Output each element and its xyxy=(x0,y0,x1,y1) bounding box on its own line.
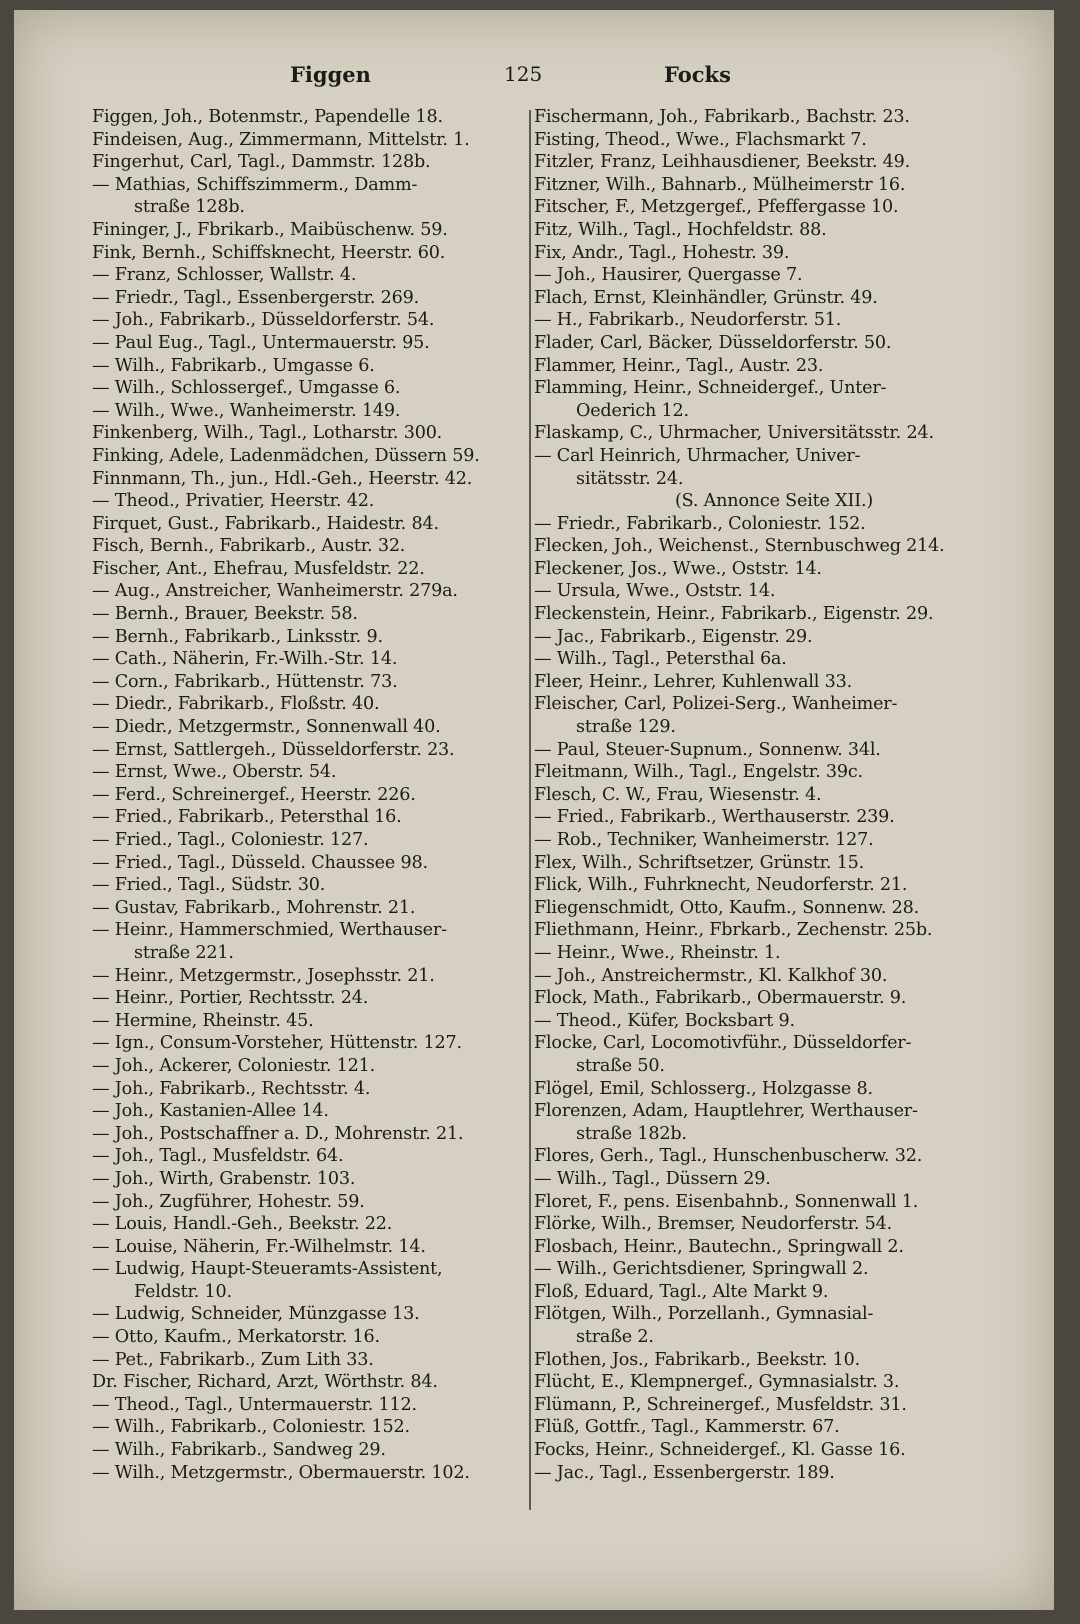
directory-entry: — Corn., Fabrikarb., Hüttenstr. 73. xyxy=(92,671,398,692)
directory-entry: — Paul, Steuer-Supnum., Sonnenw. 34l. xyxy=(534,739,881,760)
directory-entry: Fingerhut, Carl, Tagl., Dammstr. 128b. xyxy=(92,152,431,173)
directory-entry: — Wilh., Wwe., Wanheimerstr. 149. xyxy=(92,400,401,421)
directory-entry: Fleer, Heinr., Lehrer, Kuhlenwall 33. xyxy=(534,671,852,692)
directory-entry: — Joh., Anstreichermstr., Kl. Kalkhof 30. xyxy=(534,965,888,986)
directory-entry: Fitz, Wilh., Tagl., Hochfeldstr. 88. xyxy=(534,219,827,240)
directory-entry: — Pet., Fabrikarb., Zum Lith 33. xyxy=(92,1349,374,1370)
entry-continuation: straße 50. xyxy=(576,1055,665,1076)
directory-entry: — Joh., Postschaffner a. D., Mohrenstr. 21. xyxy=(92,1123,464,1144)
directory-entry: Dr. Fischer, Richard, Arzt, Wörthstr. 84. xyxy=(92,1372,438,1393)
directory-entry: Fitzner, Wilh., Bahnarb., Mülheimerstr 16. xyxy=(534,174,906,195)
directory-entry: — Bernh., Fabrikarb., Linksstr. 9. xyxy=(92,626,383,647)
directory-entry: Fitscher, F., Metzgergef., Pfeffergasse 10. xyxy=(534,197,899,218)
directory-entry: Fischermann, Joh., Fabrikarb., Bachstr. 23. xyxy=(534,107,910,127)
directory-entry: Fleitmann, Wilh., Tagl., Engelstr. 39c. xyxy=(534,762,863,783)
directory-entry: — H., Fabrikarb., Neudorferstr. 51. xyxy=(534,310,842,331)
directory-entry: — Wilh., Fabrikarb., Umgasse 6. xyxy=(92,355,375,376)
directory-entry: Flocke, Carl, Locomotivführ., Düsseldorfer- xyxy=(534,1033,912,1054)
directory-entry: — Diedr., Metzgermstr., Sonnenwall 40. xyxy=(92,717,441,738)
directory-entry: Fleckenstein, Heinr., Fabrikarb., Eigenstr. 29. xyxy=(534,604,934,625)
directory-entry: — Louise, Näherin, Fr.-Wilhelmstr. 14. xyxy=(92,1236,426,1257)
directory-entry: — Wilh., Fabrikarb., Sandweg 29. xyxy=(92,1440,386,1461)
left-column xyxy=(92,106,524,1484)
directory-entry: — Ludwig, Schneider, Münzgasse 13. xyxy=(92,1304,420,1325)
directory-entry: — Theod., Tagl., Untermauerstr. 112. xyxy=(92,1394,417,1415)
directory-entry: Focks, Heinr., Schneidergef., Kl. Gasse 16. xyxy=(534,1440,906,1461)
page-header xyxy=(14,62,1054,98)
directory-entry: Figgen, Joh., Botenmstr., Papendelle 18. xyxy=(92,107,443,127)
directory-entry: — Otto, Kaufm., Merkatorstr. 16. xyxy=(92,1327,380,1348)
directory-entry: — Heinr., Metzgermstr., Josephsstr. 21. xyxy=(92,965,435,986)
entry-continuation: Feldstr. 10. xyxy=(134,1281,232,1302)
directory-entry: — Joh., Fabrikarb., Rechtsstr. 4. xyxy=(92,1078,371,1099)
entry-continuation: sitätsstr. 24. xyxy=(576,468,684,489)
directory-entry: Flücht, E., Klempnergef., Gymnasialstr. 3. xyxy=(534,1372,900,1393)
directory-entry: Fliegenschmidt, Otto, Kaufm., Sonnenw. 28. xyxy=(534,897,919,918)
directory-entry: — Aug., Anstreicher, Wanheimerstr. 279a. xyxy=(92,581,458,602)
directory-entry: — Wilh., Gerichtsdiener, Springwall 2. xyxy=(534,1259,869,1280)
directory-entry: — Joh., Zugführer, Hohestr. 59. xyxy=(92,1191,365,1212)
directory-entry: Flader, Carl, Bäcker, Düsseldorferstr. 50. xyxy=(534,332,892,353)
directory-entry: — Rob., Techniker, Wanheimerstr. 127. xyxy=(534,830,874,850)
directory-entry: Flores, Gerh., Tagl., Hunschenbuscherw. 32. xyxy=(534,1146,923,1167)
header-first-name: Figgen xyxy=(290,62,371,87)
directory-entry: — Friedr., Fabrikarb., Coloniestr. 152. xyxy=(534,513,866,534)
annonce-note: (S. Annonce Seite XII.) xyxy=(674,491,874,512)
directory-entry: Fleischer, Carl, Polizei-Serg., Wanheimer- xyxy=(534,694,898,715)
directory-entry: Fisting, Theod., Wwe., Flachsmarkt 7. xyxy=(534,129,867,150)
entry-continuation: straße 182b. xyxy=(576,1123,687,1144)
directory-entry: Finnmann, Th., jun., Hdl.-Geh., Heerstr. 42. xyxy=(92,468,473,489)
entry-continuation: straße 2. xyxy=(576,1327,654,1348)
directory-entry: — Jac., Tagl., Essenbergerstr. 189. xyxy=(534,1462,835,1483)
directory-entry: Floret, F., pens. Eisenbahnb., Sonnenwall 1. xyxy=(534,1191,919,1212)
directory-entry: — Ludwig, Haupt-Steueramts-Assistent, xyxy=(92,1259,443,1280)
directory-entry: — Fried., Tagl., Südstr. 30. xyxy=(92,875,326,896)
directory-entry: — Fried., Tagl., Coloniestr. 127. xyxy=(92,830,369,850)
directory-entry: — Gustav, Fabrikarb., Mohrenstr. 21. xyxy=(92,897,416,918)
directory-entry: Fitzler, Franz, Leihhausdiener, Beekstr. 49. xyxy=(534,152,911,173)
directory-entry: — Theod., Küfer, Bocksbart 9. xyxy=(534,1010,795,1031)
directory-entry: Fix, Andr., Tagl., Hohestr. 39. xyxy=(534,242,790,263)
directory-entry: Fischer, Ant., Ehefrau, Musfeldstr. 22. xyxy=(92,558,425,579)
directory-entry: — Ign., Consum-Vorsteher, Hüttenstr. 127. xyxy=(92,1033,462,1054)
directory-entry: — Diedr., Fabrikarb., Floßstr. 40. xyxy=(92,694,380,715)
directory-entry: — Carl Heinrich, Uhrmacher, Univer- xyxy=(534,445,861,466)
entry-continuation: straße 129. xyxy=(576,717,676,738)
directory-page xyxy=(14,10,1054,1610)
directory-entry: — Fried., Fabrikarb., Werthauserstr. 239. xyxy=(534,807,895,828)
directory-entry: — Franz, Schlosser, Wallstr. 4. xyxy=(92,265,357,286)
directory-entry: Fisch, Bernh., Fabrikarb., Austr. 32. xyxy=(92,536,406,557)
directory-entry: Flothen, Jos., Fabrikarb., Beekstr. 10. xyxy=(534,1349,860,1370)
directory-entry: — Cath., Näherin, Fr.-Wilh.-Str. 14. xyxy=(92,649,398,670)
entry-continuation: straße 128b. xyxy=(134,197,245,218)
directory-entry: Florenzen, Adam, Hauptlehrer, Werthauser- xyxy=(534,1101,918,1122)
directory-entry: — Joh., Tagl., Musfeldstr. 64. xyxy=(92,1146,344,1167)
directory-entry: — Jac., Fabrikarb., Eigenstr. 29. xyxy=(534,626,813,647)
directory-entry: Floß, Eduard, Tagl., Alte Markt 9. xyxy=(534,1281,829,1302)
directory-entry: — Ernst, Sattlergeh., Düsseldorferstr. 23. xyxy=(92,739,455,760)
directory-entry: — Joh., Wirth, Grabenstr. 103. xyxy=(92,1168,356,1189)
directory-entry: Flach, Ernst, Kleinhändler, Grünstr. 49. xyxy=(534,287,878,308)
directory-entry: — Wilh., Metzgermstr., Obermauerstr. 102. xyxy=(92,1462,470,1483)
right-column xyxy=(534,106,974,1484)
directory-entry: — Joh., Fabrikarb., Düsseldorferstr. 54. xyxy=(92,310,435,331)
entry-continuation: Oederich 12. xyxy=(576,400,689,421)
directory-entry: Finking, Adele, Ladenmädchen, Düssern 59. xyxy=(92,445,480,466)
directory-entry: Fliethmann, Heinr., Fbrkarb., Zechenstr. 25b. xyxy=(534,920,933,941)
directory-entry: — Heinr., Hammerschmied, Werthauser- xyxy=(92,920,447,941)
directory-entry: — Fried., Fabrikarb., Petersthal 16. xyxy=(92,807,402,828)
directory-entry: — Joh., Kastanien-Allee 14. xyxy=(92,1101,329,1122)
directory-entry: Flick, Wilh., Fuhrknecht, Neudorferstr. 21. xyxy=(534,875,908,896)
directory-entry: Flörke, Wilh., Bremser, Neudorferstr. 54. xyxy=(534,1214,893,1235)
directory-entry: — Mathias, Schiffszimmerm., Damm- xyxy=(92,174,418,195)
directory-entry: Fininger, J., Fbrikarb., Maibüschenw. 59. xyxy=(92,219,448,240)
directory-entry: — Bernh., Brauer, Beekstr. 58. xyxy=(92,604,358,625)
directory-entry: — Heinr., Wwe., Rheinstr. 1. xyxy=(534,942,781,963)
directory-entry: Flümann, P., Schreinergef., Musfeldstr. 31. xyxy=(534,1394,907,1415)
directory-entry: — Theod., Privatier, Heerstr. 42. xyxy=(92,491,375,512)
column-divider xyxy=(529,110,531,1510)
directory-entry: — Wilh., Schlossergef., Umgasse 6. xyxy=(92,378,401,399)
directory-entry: — Wilh., Fabrikarb., Coloniestr. 152. xyxy=(92,1417,410,1438)
directory-entry: Fleckener, Jos., Wwe., Oststr. 14. xyxy=(534,558,822,579)
directory-entry: Firquet, Gust., Fabrikarb., Haidestr. 84. xyxy=(92,513,439,534)
directory-entry: Finkenberg, Wilh., Tagl., Lotharstr. 300. xyxy=(92,423,443,444)
directory-entry: Flecken, Joh., Weichenst., Sternbuschweg 214. xyxy=(534,536,945,557)
page-number: 125 xyxy=(504,62,543,86)
directory-entry: — Joh., Hausirer, Quergasse 7. xyxy=(534,265,803,286)
directory-entry: — Wilh., Tagl., Düssern 29. xyxy=(534,1168,771,1189)
directory-entry: — Joh., Ackerer, Coloniestr. 121. xyxy=(92,1055,376,1076)
directory-entry: Flammer, Heinr., Tagl., Austr. 23. xyxy=(534,355,824,376)
directory-entry: — Louis, Handl.-Geh., Beekstr. 22. xyxy=(92,1214,393,1235)
header-last-name: Focks xyxy=(664,62,731,87)
directory-entry: Flögel, Emil, Schlosserg., Holzgasse 8. xyxy=(534,1078,873,1099)
directory-entry: Flüß, Gottfr., Tagl., Kammerstr. 67. xyxy=(534,1417,840,1438)
directory-entry: Flamming, Heinr., Schneidergef., Unter- xyxy=(534,378,887,399)
directory-entry: — Ursula, Wwe., Oststr. 14. xyxy=(534,581,776,602)
directory-entry: — Ferd., Schreinergef., Heerstr. 226. xyxy=(92,784,416,805)
entry-continuation: straße 221. xyxy=(134,942,234,963)
directory-entry: — Heinr., Portier, Rechtsstr. 24. xyxy=(92,988,369,1009)
directory-entry: Findeisen, Aug., Zimmermann, Mittelstr. 1. xyxy=(92,129,470,150)
directory-entry: — Hermine, Rheinstr. 45. xyxy=(92,1010,314,1031)
directory-entry: Flex, Wilh., Schriftsetzer, Grünstr. 15. xyxy=(534,852,865,873)
directory-entry: Flaskamp, C., Uhrmacher, Universitätsstr. 24. xyxy=(534,423,934,444)
directory-entry: — Ernst, Wwe., Oberstr. 54. xyxy=(92,762,337,783)
directory-entry: Flock, Math., Fabrikarb., Obermauerstr. 9. xyxy=(534,988,907,1009)
directory-entry: Flötgen, Wilh., Porzellanh., Gymnasial- xyxy=(534,1304,874,1325)
directory-entry: — Wilh., Tagl., Petersthal 6a. xyxy=(534,649,787,670)
directory-entry: Flesch, C. W., Frau, Wiesenstr. 4. xyxy=(534,784,822,805)
directory-entry: — Friedr., Tagl., Essenbergerstr. 269. xyxy=(92,287,420,308)
directory-entry: Flosbach, Heinr., Bautechn., Springwall 2. xyxy=(534,1236,904,1257)
directory-entry: Fink, Bernh., Schiffsknecht, Heerstr. 60. xyxy=(92,242,446,263)
directory-entry: — Paul Eug., Tagl., Untermauerstr. 95. xyxy=(92,332,430,353)
directory-entry: — Fried., Tagl., Düsseld. Chaussee 98. xyxy=(92,852,428,873)
